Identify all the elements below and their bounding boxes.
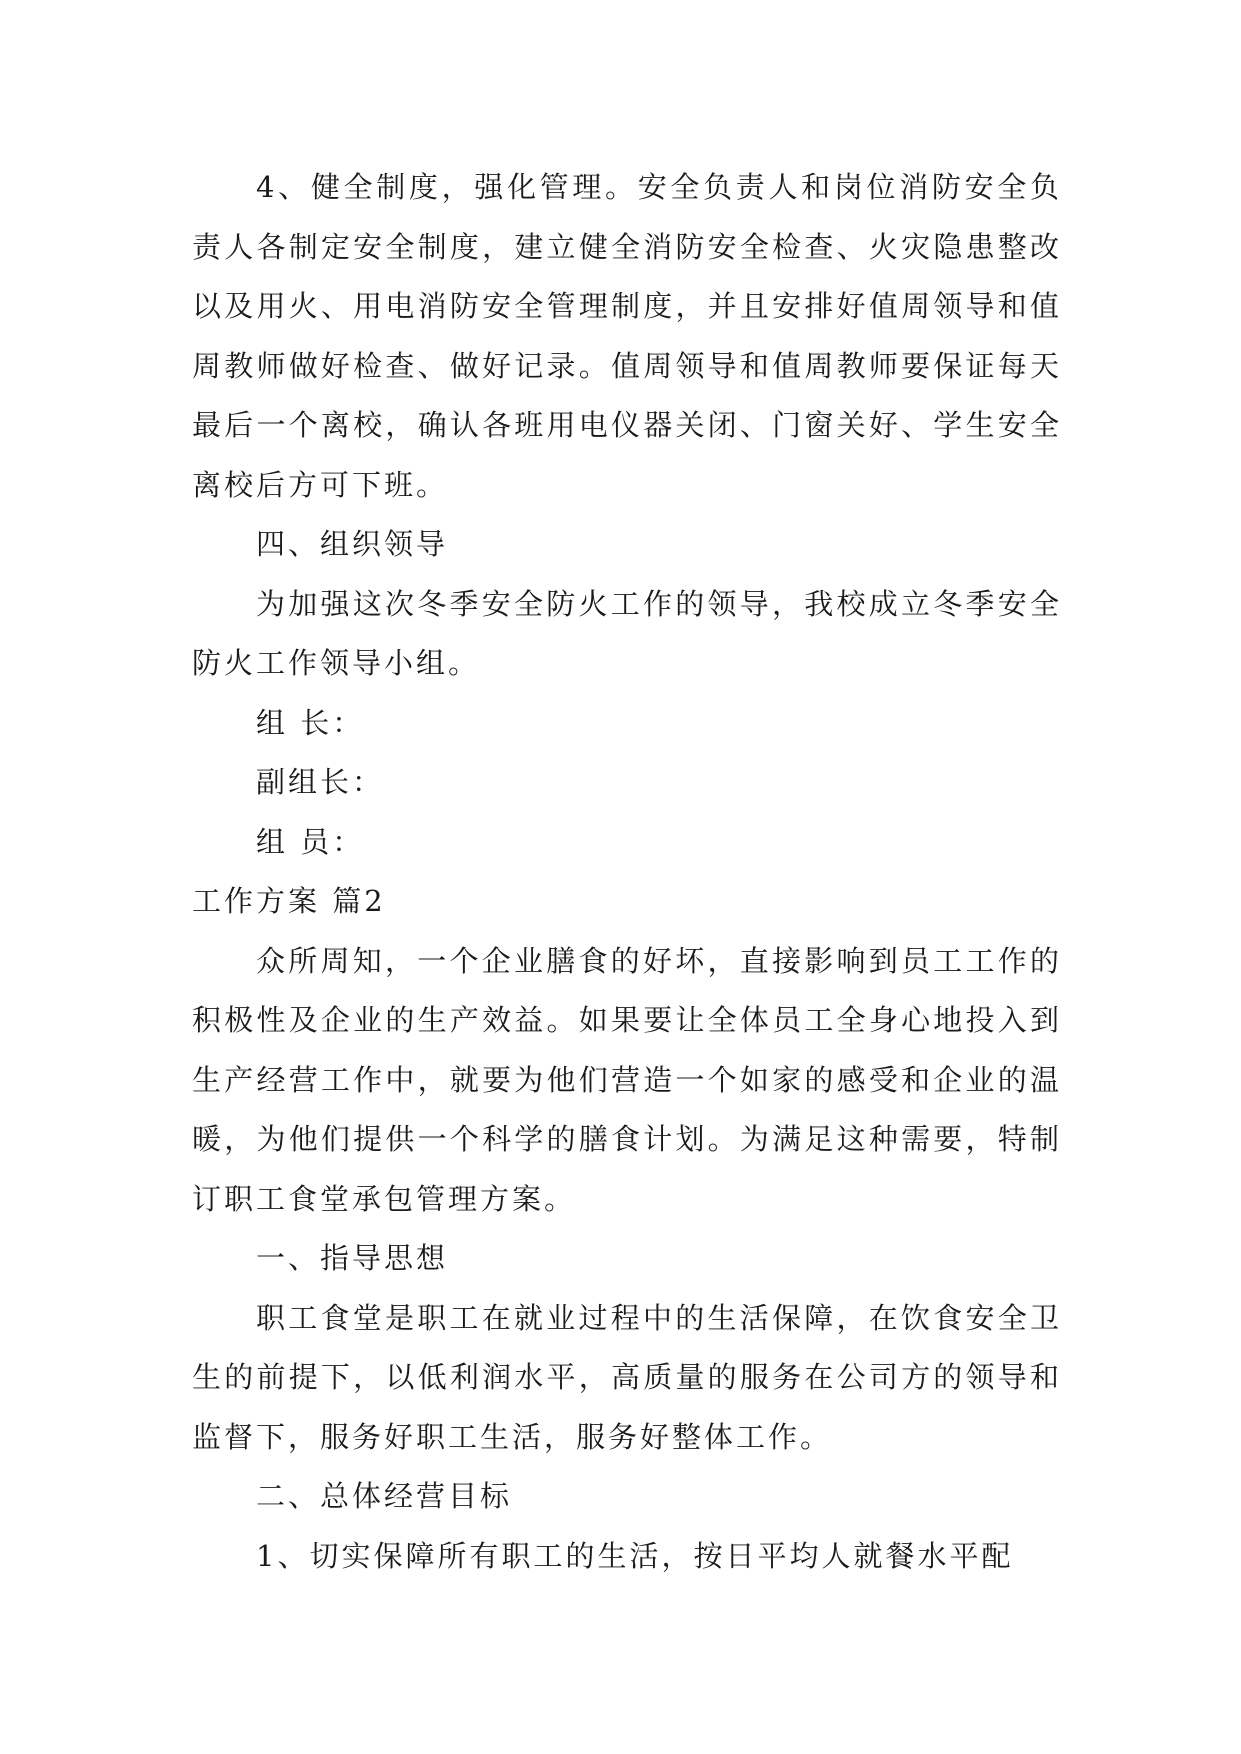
paragraph-goal-1: 1、切实保障所有职工的生活，按日平均人就餐水平配 [256, 1538, 1014, 1573]
heading-overall-goals: 二、总体经营目标 [256, 1479, 513, 1513]
section-title-plan-2: 工作方案 篇2 [192, 884, 386, 918]
heading-organization-leadership: 四、组织领导 [256, 527, 449, 561]
paragraph-fire-safety-system: 4、健全制度，强化管理。安全负责人和岗位消防安全负责人各制定安全制度，建立健全消防安全检查、火灾隐患整改以及用火、用电消防安全管理制度，并且安排好值周领导和值周教师做好检查、做好记录。值周领导和值周教师要保证每天最后一个离校，确认各班用电仪器关闭、门窗关好、学生安全离校后方可下班。 [192, 170, 1062, 502]
line-group-leader: 组 长： [256, 705, 365, 740]
paragraph-guiding-ideology: 职工食堂是职工在就业过程中的生活保障，在饮食安全卫生的前提下，以低利润水平，高质量的服务在公司方的领导和监督下，服务好职工生活，服务好整体工作。 [192, 1300, 1062, 1454]
document-body [192, 158, 1062, 1586]
line-group-members: 组 员： [256, 824, 365, 859]
paragraph-leadership-group: 为加强这次冬季安全防火工作的领导，我校成立冬季安全防火工作领导小组。 [192, 586, 1062, 680]
line-deputy-leader: 副组长： [256, 765, 385, 799]
paragraph-canteen-intro: 众所周知，一个企业膳食的好坏，直接影响到员工工作的积极性及企业的生产效益。如果要让全体员工全身心地投入到生产经营工作中，就要为他们营造一个如家的感受和企业的温暖，为他们提供一个科学的膳食计划。为满足这种需要，特制订职工食堂承包管理方案。 [192, 943, 1062, 1216]
heading-guiding-ideology: 一、指导思想 [256, 1241, 449, 1275]
